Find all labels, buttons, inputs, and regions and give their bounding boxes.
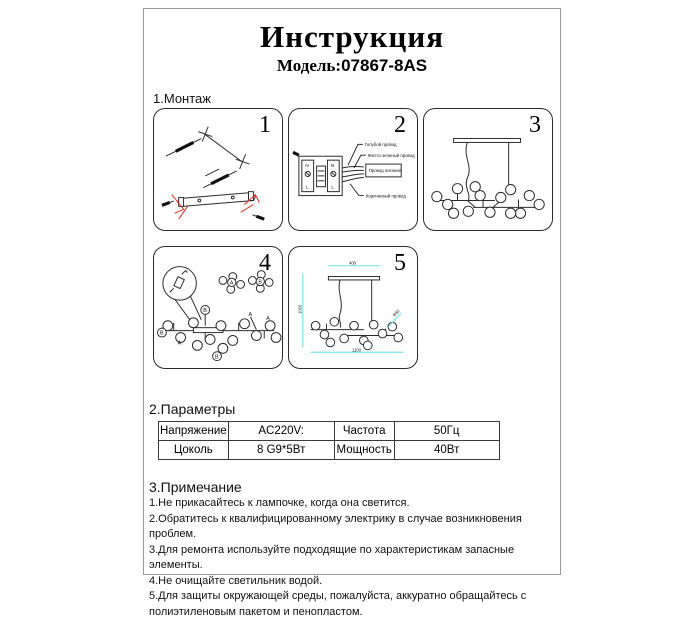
- section-heading-params: 2.Параметры: [149, 401, 236, 417]
- dim-left-label: 1000: [297, 304, 303, 314]
- screws: [166, 139, 237, 188]
- panel-2-wiring: [288, 108, 418, 231]
- note-item-2: 2.Обратитесь к квалифицированному электрику в случае возникновения проблем.: [149, 512, 522, 540]
- dim-bottom-label: 1100: [352, 347, 361, 353]
- power-cord-label: Провод питания: [368, 167, 402, 173]
- param-voltage-value: AC220V:: [228, 422, 334, 441]
- panel-number: 2: [394, 112, 406, 138]
- model-value: 07867-8AS: [341, 56, 428, 75]
- param-socket-label: Цоколь: [159, 441, 229, 460]
- terminal-n-right: N: [330, 164, 335, 170]
- terminal-l-right: L: [331, 185, 335, 191]
- yellow-green-wire-label: Желто-зеленый провод: [367, 153, 415, 159]
- section-heading-notes: 3.Примечание: [149, 479, 242, 495]
- mounting-bar: [178, 192, 256, 207]
- terminal-n-left: N: [305, 164, 309, 170]
- panel-5-dimensions: [288, 246, 418, 369]
- cluster-a-label: A: [229, 280, 234, 287]
- terminal-block: [293, 152, 342, 195]
- callout-b-left: B: [159, 330, 164, 337]
- part-cluster-a: [219, 273, 245, 294]
- callout-a-3: A: [266, 315, 270, 322]
- panel-number: 1: [259, 112, 271, 138]
- callout-a-2: A: [248, 311, 253, 318]
- param-power-value: 40Вт: [394, 441, 499, 460]
- panel-3-hanging: [423, 108, 553, 231]
- blue-wire-label: Голубой провод: [364, 142, 397, 148]
- brown-wire-label: Коричневый провод: [365, 193, 406, 199]
- parameters-table: [158, 421, 500, 460]
- note-item-5: 5.Для защиты окружающей среды, пожалуйста, аккуратно обращайтесь с полиэтиленовым пакетом и пенопластом.: [149, 590, 527, 618]
- page-title: Инструкция: [259, 19, 445, 54]
- note-item-3: 3.Для ремонта используйте подходящие по характеристикам запасные элементы.: [149, 543, 515, 571]
- model-label: Модель:: [276, 56, 342, 75]
- callout-a-1: A: [177, 340, 182, 347]
- cluster-b-label: B: [258, 279, 262, 286]
- param-socket-value: 8 G9*5Вт: [228, 441, 334, 460]
- wires: [342, 166, 364, 181]
- table-row: [159, 422, 500, 441]
- fixture-bar: [159, 315, 281, 353]
- param-power-label: Мощность: [334, 441, 394, 460]
- model-line: [144, 56, 560, 76]
- param-voltage-label: Напряжение: [159, 422, 229, 441]
- callout-b-top: B: [203, 308, 207, 315]
- dimension-labels: [297, 261, 401, 353]
- notes-list: [149, 496, 557, 620]
- dim-right-label: Φ60: [391, 308, 401, 318]
- dim-top-label: 400: [349, 260, 356, 266]
- panel-number: 3: [529, 112, 541, 138]
- section-heading-montage: 1.Монтаж: [153, 91, 211, 106]
- table-row: [159, 441, 500, 460]
- panel-number: 5: [394, 250, 406, 276]
- note-item-4: 4.Не очищайте светильник водой.: [149, 574, 323, 587]
- panel-1-mounting: [153, 108, 283, 231]
- panel-4-globe-install: [153, 246, 283, 369]
- magnifier-detail: [163, 267, 201, 325]
- ceiling-marks: [198, 127, 249, 169]
- terminal-l-left: L: [305, 185, 309, 191]
- param-frequency-label: Частота: [334, 422, 394, 441]
- callout-b-bottom: B: [215, 354, 219, 361]
- note-item-1: 1.Не прикасайтесь к лампочке, когда она светится.: [149, 497, 410, 509]
- mini-chandelier: [311, 277, 403, 353]
- param-frequency-value: 50Гц: [394, 422, 499, 441]
- panel-number: 4: [259, 250, 271, 276]
- instruction-page: [143, 8, 561, 618]
